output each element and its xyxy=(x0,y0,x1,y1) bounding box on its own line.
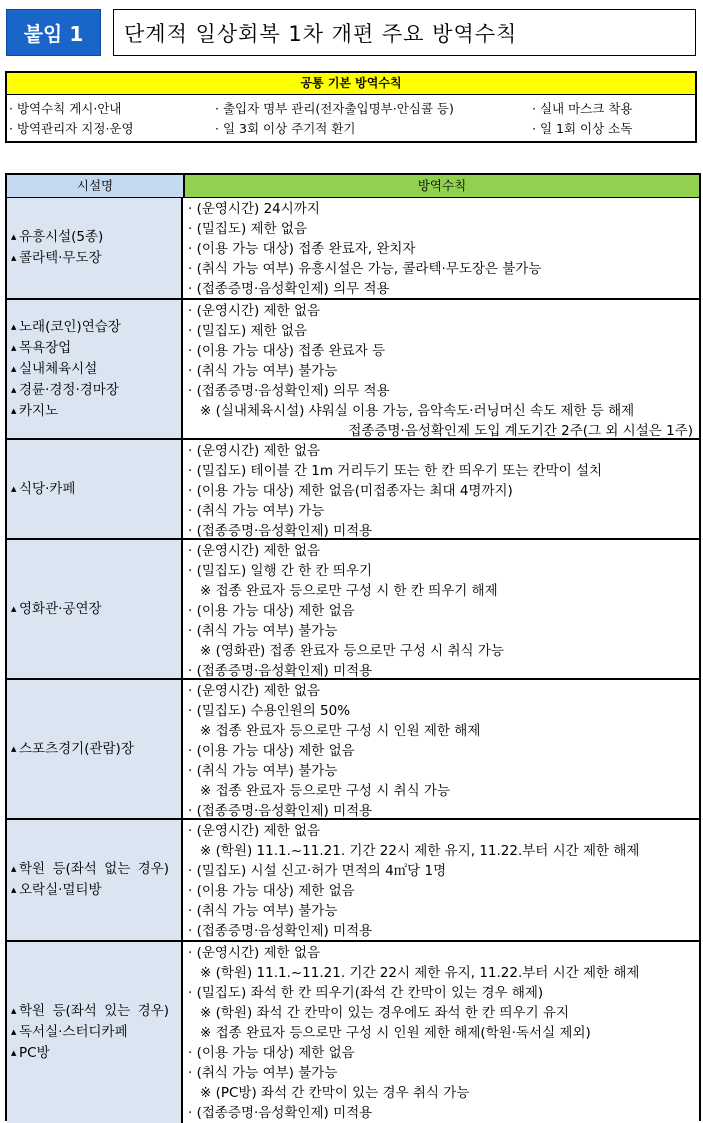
measure-line: · (취식 가능 여부) 유흥시설은 가능, 콜라텍·무도장은 불가능 xyxy=(188,261,542,277)
facility-item: ▲ 콜라텍·무도장 xyxy=(11,248,175,269)
measure-line: · (밀집도) 좌석 한 칸 띄우기(좌석 간 칸막이 있는 경우 해제) xyxy=(188,985,544,1001)
measure-line: · (운영시간) 제한 없음 xyxy=(188,945,321,961)
facility-item: ▲ PC방 xyxy=(11,1043,175,1064)
measure-line: · (이용 가능 대상) 제한 없음 xyxy=(188,603,355,619)
common-rule: · 일 3회 이상 주기적 환기 xyxy=(215,121,356,136)
measure-line: · (취식 가능 여부) 불가능 xyxy=(188,623,338,639)
measure-line: · (이용 가능 대상) 제한 없음 xyxy=(188,883,355,899)
measure-line: · (밀집도) 제한 없음 xyxy=(188,323,307,339)
measure-line: · (취식 가능 여부) 가능 xyxy=(188,503,325,519)
triangle-bullet-icon: ▲ xyxy=(11,865,17,873)
measure-line: · (이용 가능 대상) 접종 완료자, 완치자 xyxy=(188,241,416,257)
measure-line: · (밀집도) 일행 간 한 칸 띄우기 xyxy=(188,563,373,579)
measure-line: · (밀집도) 테이블 간 1m 거리두기 또는 한 칸 띄우기 또는 칸막이 설치 xyxy=(188,463,603,479)
facility-item: ▲ 학원 등(좌석 있는 경우) xyxy=(11,1001,175,1022)
facility-item: ▲ 오락실·멀티방 xyxy=(11,880,175,901)
facility-cell xyxy=(7,540,183,678)
table-row xyxy=(7,540,699,680)
column-header-measures: 방역수칙 xyxy=(185,175,699,197)
measure-note: ※ (학원) 11.1.~11.21. 기간 22시 제한 유지, 11.22.부터 시간 제한 해제 xyxy=(200,843,640,859)
column-header-facility: 시설명 xyxy=(7,175,185,197)
measures-cell xyxy=(185,441,699,541)
facility-item: ▲ 학원 등(좌석 없는 경우) xyxy=(11,859,175,880)
measure-line: · (접종증명·음성확인제) 의무 적용 xyxy=(188,383,390,399)
triangle-bullet-icon: ▲ xyxy=(11,406,17,415)
facility-item: ▲ 스포츠경기(관람)장 xyxy=(11,739,175,760)
measure-line: · (취식 가능 여부) 불가능 xyxy=(188,903,338,919)
triangle-bullet-icon: ▲ xyxy=(11,364,17,373)
measures-cell xyxy=(185,301,699,441)
table-row xyxy=(7,820,699,942)
measure-line: · (운영시간) 제한 없음 xyxy=(188,823,321,839)
measure-line: · (접종증명·음성확인제) 미적용 xyxy=(188,1105,373,1121)
measure-note: ※ 접종 완료자 등으로만 구성 시 취식 가능 xyxy=(200,783,451,799)
measures-cell xyxy=(185,821,699,941)
measure-line: · (이용 가능 대상) 제한 없음(미접종자는 최대 4명까지) xyxy=(188,483,513,499)
measure-note-continuation: 접종증명·음성확인제 도입 계도기간 2주(그 외 시설은 1주) xyxy=(348,423,693,439)
measure-line: · (운영시간) 24시까지 xyxy=(188,201,320,217)
common-rule: · 출입자 명부 관리(전자출입명부·안심콜 등) xyxy=(215,101,454,116)
triangle-bullet-icon: ▲ xyxy=(11,254,17,262)
measure-line: · (운영시간) 제한 없음 xyxy=(188,303,321,319)
triangle-bullet-icon: ▲ xyxy=(11,233,17,241)
measure-note: ※ (학원) 11.1.~11.21. 기간 22시 제한 유지, 11.22.부터 시간 제한 해제 xyxy=(200,965,640,981)
facility-item: ▲ 식당·카페 xyxy=(11,479,175,500)
measure-line: · (밀집도) 시설 신고·허가 면적의 4㎡당 1명 xyxy=(188,863,447,879)
common-rule: · 일 1회 이상 소독 xyxy=(532,121,633,136)
measure-line: · (접종증명·음성확인제) 미적용 xyxy=(188,663,373,679)
measure-note: ※ (실내체육시설) 샤워실 이용 가능, 음악속도·러닝머신 속도 제한 등 해제 xyxy=(200,403,635,419)
triangle-bullet-icon: ▲ xyxy=(11,1049,17,1057)
measures-cell xyxy=(185,541,699,681)
table-row xyxy=(7,680,699,820)
measure-line: · (밀집도) 제한 없음 xyxy=(188,221,307,237)
attachment-badge: 붙임 1 xyxy=(6,9,101,56)
facility-cell xyxy=(7,300,183,438)
measure-note: ※ (영화관) 접종 완료자 등으로만 구성 시 취식 가능 xyxy=(200,643,504,659)
facility-cell xyxy=(7,198,183,298)
measure-line: · (밀집도) 수용인원의 50% xyxy=(188,703,351,719)
common-rule: · 실내 마스크 착용 xyxy=(532,101,633,116)
table-row xyxy=(7,942,699,1123)
measure-line: · (접종증명·음성확인제) 미적용 xyxy=(188,923,373,939)
measure-line: · (운영시간) 제한 없음 xyxy=(188,443,321,459)
measure-note: ※ 접종 완료자 등으로만 구성 시 한 칸 띄우기 해제 xyxy=(200,583,498,599)
facility-cell xyxy=(7,680,183,818)
measure-line: · (운영시간) 제한 없음 xyxy=(188,683,321,699)
facility-item: ▲ 카지노 xyxy=(11,401,175,422)
facility-item: ▲ 유흥시설(5종) xyxy=(11,227,175,248)
measure-note: ※ 접종 완료자 등으로만 구성 시 인원 제한 해제(학원·독서실 제외) xyxy=(200,1025,591,1041)
triangle-bullet-icon: ▲ xyxy=(11,1028,17,1036)
triangle-bullet-icon: ▲ xyxy=(11,604,17,613)
facility-item: ▲ 영화관·공연장 xyxy=(11,599,175,620)
measure-line: · (취식 가능 여부) 불가능 xyxy=(188,363,338,379)
table-row xyxy=(7,198,699,300)
facility-cell xyxy=(7,942,183,1123)
common-rules-list xyxy=(7,95,695,142)
measure-line: · (접종증명·음성확인제) 미적용 xyxy=(188,523,373,539)
measure-line: · (접종증명·음성확인제) 의무 적용 xyxy=(188,281,390,297)
triangle-bullet-icon: ▲ xyxy=(11,1007,17,1015)
triangle-bullet-icon: ▲ xyxy=(11,343,17,352)
common-rules-box xyxy=(5,71,697,143)
table-header-row xyxy=(7,175,699,198)
common-rules-heading: 공통 기본 방역수칙 xyxy=(7,73,695,95)
common-rule: · 방역수칙 게시·안내 xyxy=(9,101,122,116)
measure-line: · (운영시간) 제한 없음 xyxy=(188,543,321,559)
document-title: 단계적 일상회복 1차 개편 주요 방역수칙 xyxy=(113,9,696,56)
facility-cell xyxy=(7,440,183,538)
triangle-bullet-icon: ▲ xyxy=(11,484,17,493)
triangle-bullet-icon: ▲ xyxy=(11,744,17,753)
facility-item: ▲ 목욕장업 xyxy=(11,338,175,359)
measures-cell xyxy=(185,943,699,1123)
measures-cell xyxy=(185,199,699,299)
triangle-bullet-icon: ▲ xyxy=(11,385,17,394)
facility-rules-table xyxy=(5,173,701,1121)
facility-item: ▲ 실내체육시설 xyxy=(11,359,175,380)
measure-line: · (이용 가능 대상) 제한 없음 xyxy=(188,743,355,759)
measure-note: ※ (학원) 좌석 간 칸막이 있는 경우에도 좌석 한 칸 띄우기 유지 xyxy=(200,1005,569,1021)
measure-note: ※ (PC방) 좌석 간 칸막이 있는 경우 취식 가능 xyxy=(200,1085,470,1101)
triangle-bullet-icon: ▲ xyxy=(11,886,17,894)
table-row xyxy=(7,440,699,540)
measure-line: · (접종증명·음성확인제) 미적용 xyxy=(188,803,373,819)
facility-cell xyxy=(7,820,183,940)
measure-note: ※ 접종 완료자 등으로만 구성 시 인원 제한 해제 xyxy=(200,723,481,739)
measure-line: · (취식 가능 여부) 불가능 xyxy=(188,1065,338,1081)
measure-line: · (이용 가능 대상) 제한 없음 xyxy=(188,1045,355,1061)
facility-item: ▲ 노래(코인)연습장 xyxy=(11,317,175,338)
triangle-bullet-icon: ▲ xyxy=(11,322,17,331)
measures-cell xyxy=(185,681,699,821)
table-row xyxy=(7,300,699,440)
measure-line: · (이용 가능 대상) 접종 완료자 등 xyxy=(188,343,386,359)
measure-line: · (취식 가능 여부) 불가능 xyxy=(188,763,338,779)
facility-item: ▲ 독서실·스터디카페 xyxy=(11,1022,175,1043)
common-rule: · 방역관리자 지정·운영 xyxy=(9,121,134,136)
facility-item: ▲ 경륜·경정·경마장 xyxy=(11,380,175,401)
